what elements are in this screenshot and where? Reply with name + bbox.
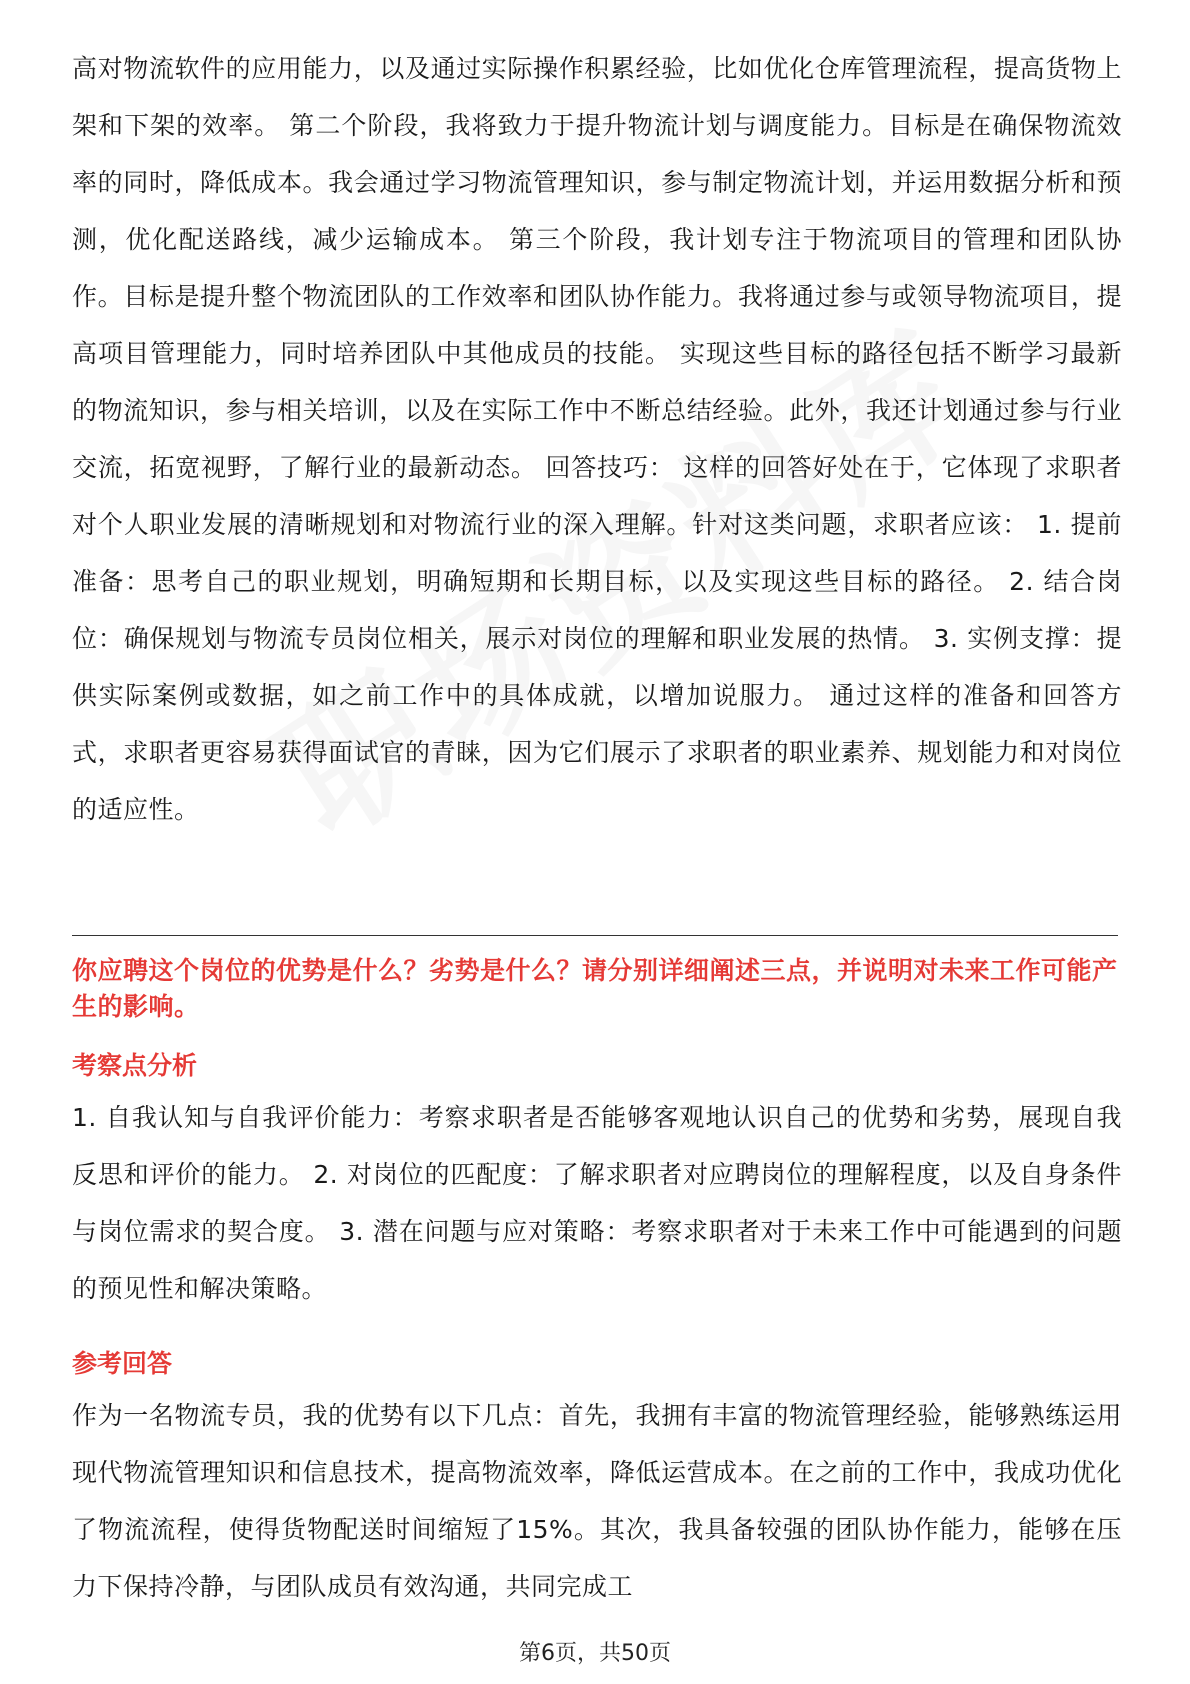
body-paragraph-career-plan: 高对物流软件的应用能力，以及通过实际操作积累经验，比如优化仓库管理流程，提高货物上架和下架的效率。 第二个阶段，我将致力于提升物流计划与调度能力。目标是在确保物流效率的同时，降低成本。我会通过学习物流管理知识，参与制定物流计划，并运用数据分析和预测，优化配送路线，减少运输成本。 第三个阶段，我计划专注于物流项目的管理和团队协作。目标是提升整个物流团队的工作效率和团队协作能力。我将通过参与或领导物流项目，提高项目管理能力，同时培养团队中其他成员的技能。 实现这些目标的路径包括不断学习最新的物流知识，参与相关培训，以及在实际工作中不断总结经验。此外，我还计划通过参与行业交流，拓宽视野，了解行业的最新动态。 回答技巧： 这样的回答好处在于，它体现了求职者对个人职业发展的清晰规划和对物流行业的深入理解。针对这类问题，求职者应该： 1. 提前准备：思考自己的职业规划，明确短期和长期目标，以及实现这些目标的路径。 2. 结合岗位：确保规划与物流专员岗位相关，展示对岗位的理解和职业发展的热情。 3. 实例支撑：提供实际案例或数据，如之前工作中的具体成就，以增加说服力。 通过这样的准备和回答方式，求职者更容易获得面试官的青睐，因为它们展示了求职者的职业素养、规划能力和对岗位的适应性。 [72, 54, 1122, 824]
answer-heading: 参考回答 [72, 1349, 173, 1378]
interview-question: 你应聘这个岗位的优势是什么？劣势是什么？请分别详细阐述三点，并说明对未来工作可能产生的影响。 [72, 956, 1118, 1021]
analysis-paragraph: 1. 自我认知与自我评价能力：考察求职者是否能够客观地认识自己的优势和劣势，展现自我反思和评价的能力。 2. 对岗位的匹配度：了解求职者对应聘岗位的理解程度，以及自身条件与岗位需求的契合度。 3. 潜在问题与应对策略：考察求职者对于未来工作中可能遇到的问题的预见性和解决策略。 [72, 1103, 1122, 1303]
page-number: 第6页，共50页 [519, 1641, 671, 1666]
analysis-heading: 考察点分析 [72, 1051, 198, 1080]
answer-paragraph: 作为一名物流专员，我的优势有以下几点：首先，我拥有丰富的物流管理经验，能够熟练运用现代物流管理知识和信息技术，提高物流效率，降低运营成本。在之前的工作中，我成功优化了物流流程，使得货物配送时间缩短了15%。其次，我具备较强的团队协作能力，能够在压力下保持冷静，与团队成员有效沟通，共同完成工 [72, 1401, 1122, 1601]
section-divider [72, 935, 1118, 936]
